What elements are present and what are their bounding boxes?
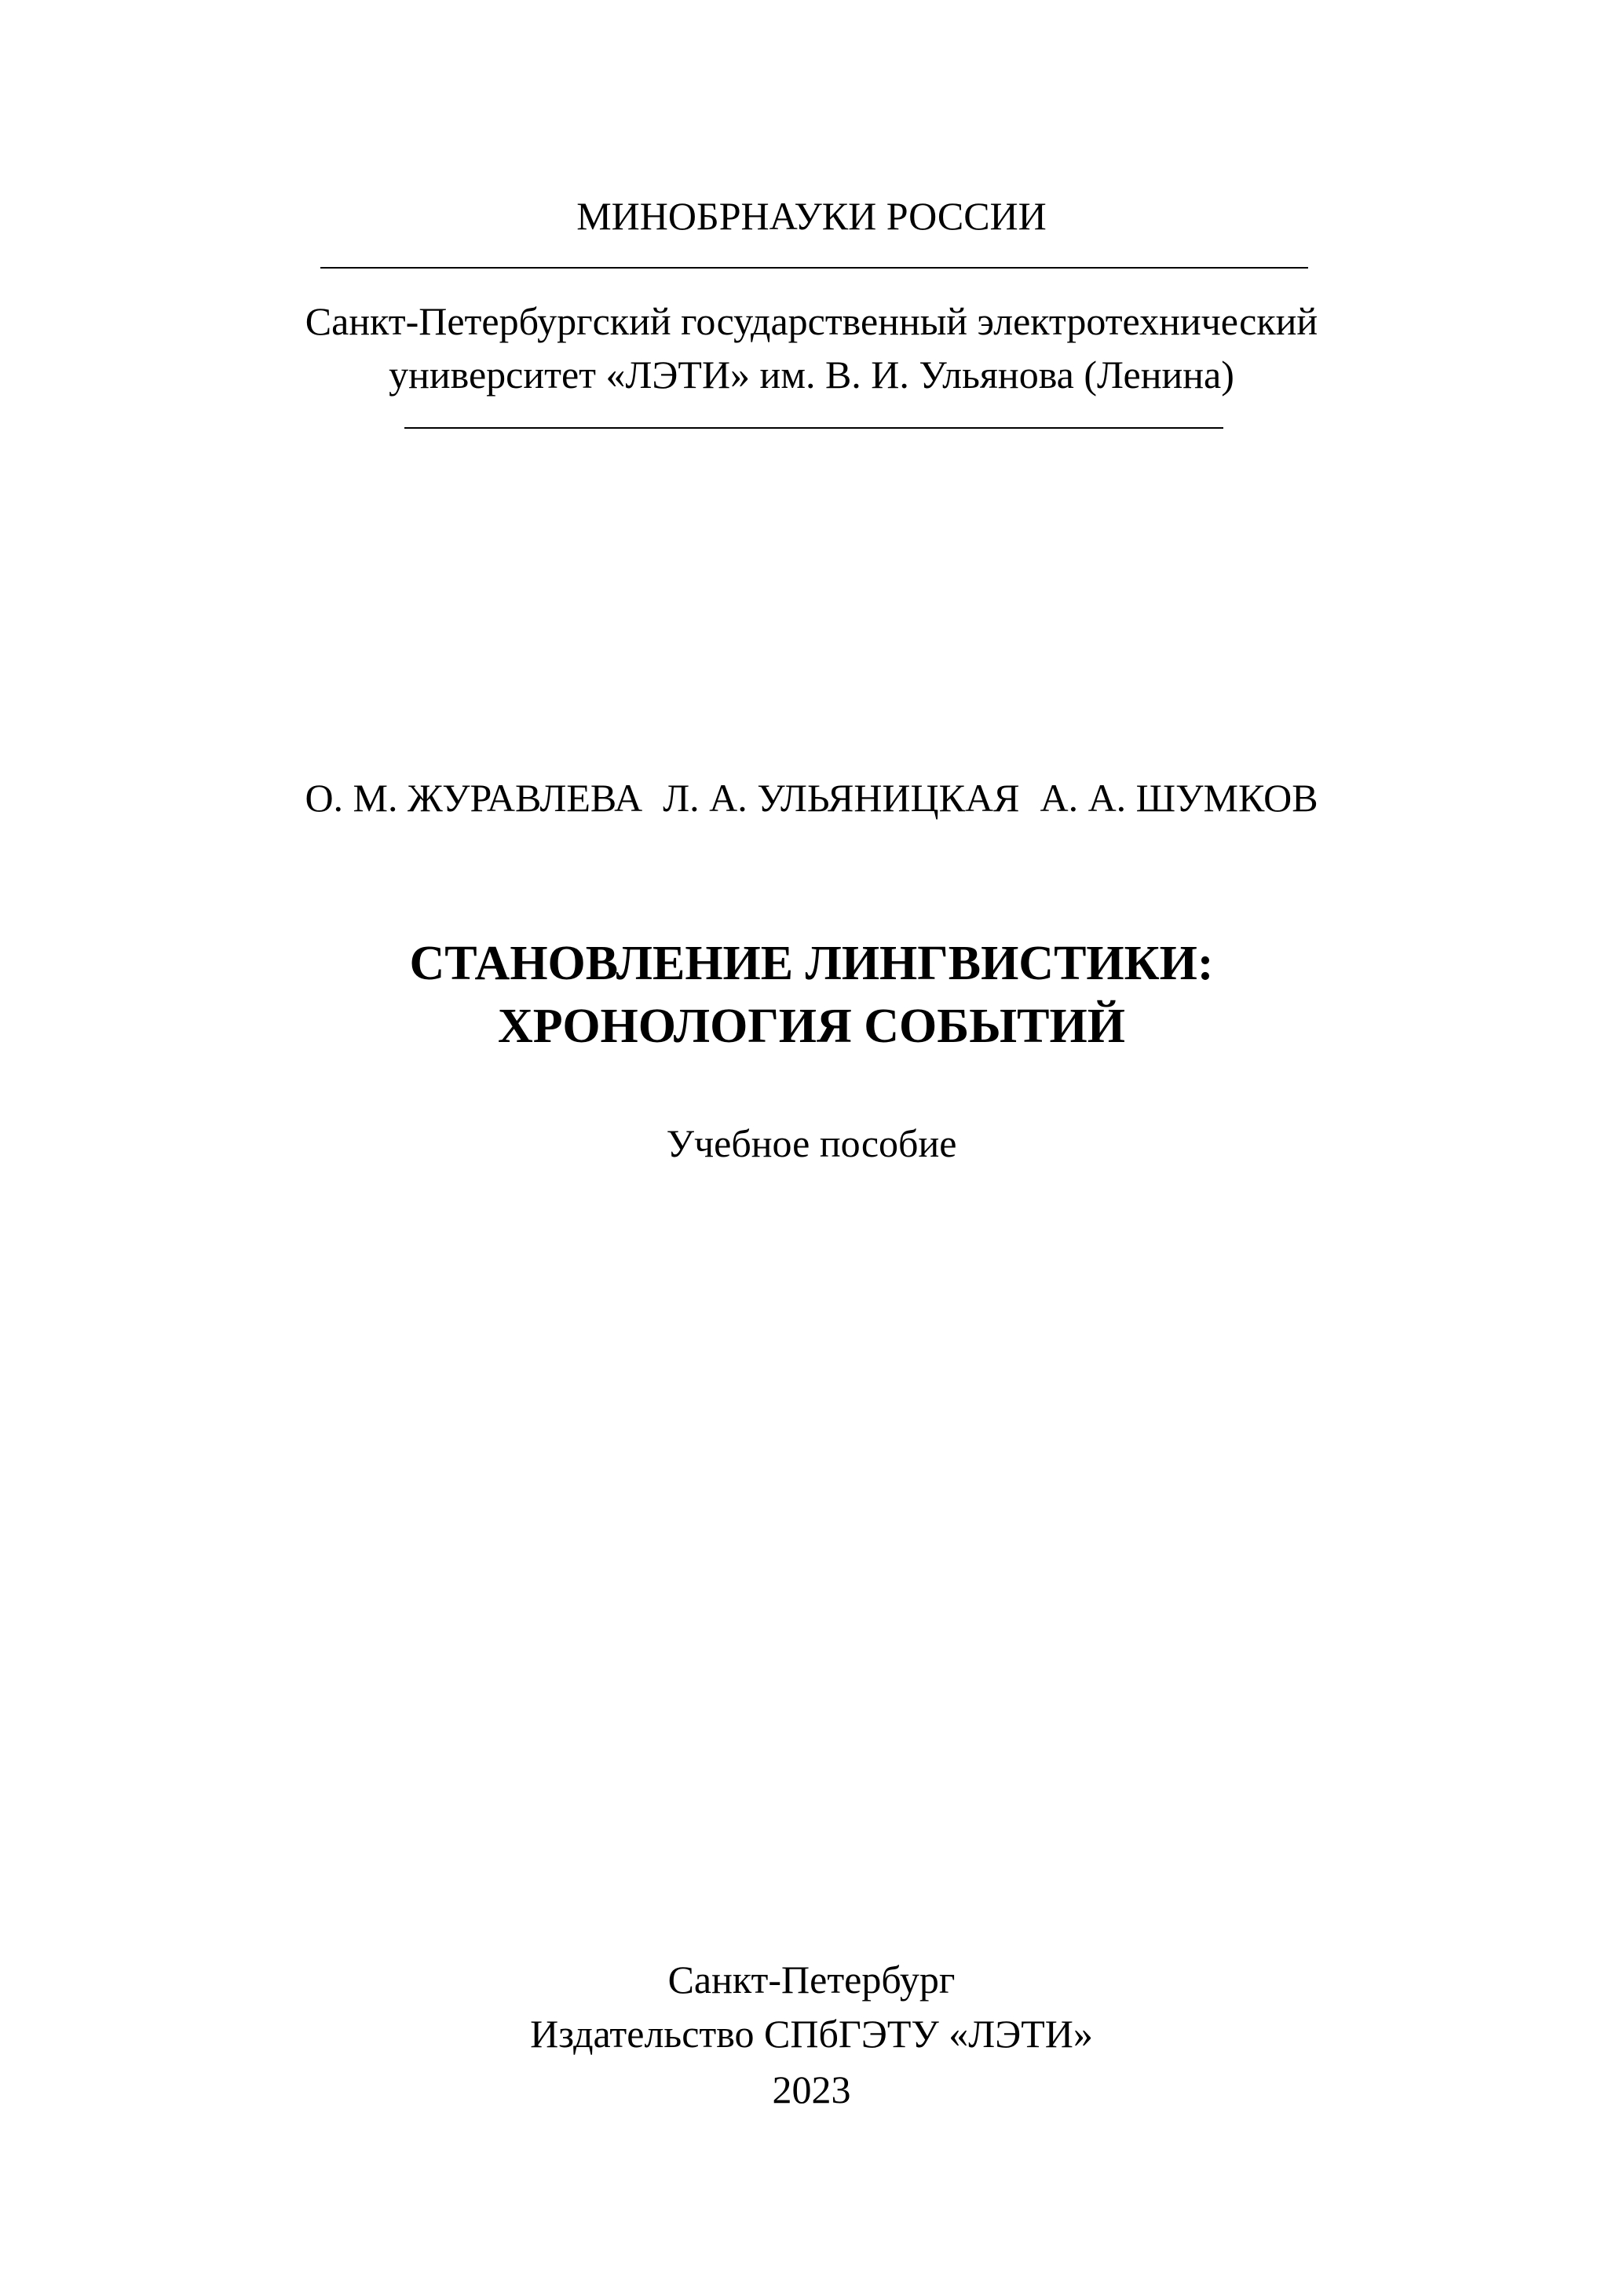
ministry-name: МИНОБРНАУКИ РОССИИ	[576, 194, 1047, 238]
book-title-line1: СТАНОВЛЕНИЕ ЛИНГВИСТИКИ:	[409, 937, 1214, 990]
header-rule-top	[320, 267, 1308, 269]
header-rule-bottom	[404, 427, 1223, 429]
imprint-city: Санкт-Петербург	[667, 1958, 956, 2002]
book-title-line2: ХРОНОЛОГИЯ СОБЫТИЙ	[498, 1000, 1125, 1053]
author-1: О. М. ЖУРАВЛЕВА	[305, 776, 643, 820]
book-subtitle: Учебное пособие	[666, 1121, 957, 1165]
imprint-year: 2023	[772, 2067, 851, 2111]
university-name-line1: Санкт-Петербургский государственный электротехнический	[305, 299, 1318, 343]
imprint-publisher: Издательство СПбГЭТУ «ЛЭТИ»	[530, 2012, 1093, 2056]
authors-line	[0, 773, 1623, 822]
university-name-line2: университет «ЛЭТИ» им. В. И. Ульянова (Ленина)	[389, 353, 1234, 397]
author-3: А. А. ШУМКОВ	[1040, 776, 1318, 820]
author-2: Л. А. УЛЬЯНИЦКАЯ	[663, 776, 1020, 820]
